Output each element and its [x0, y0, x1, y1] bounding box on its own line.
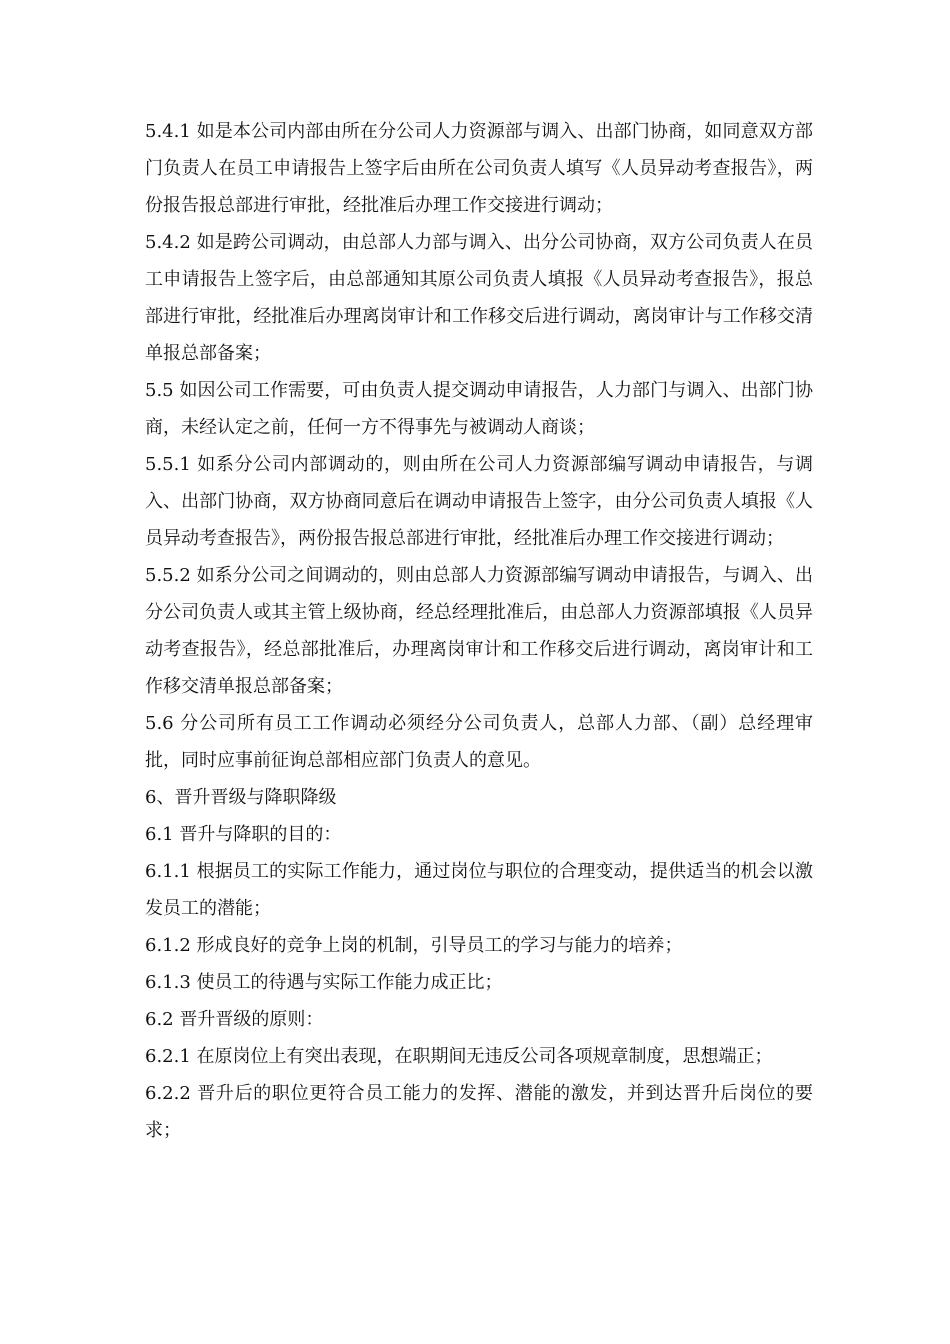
document-body: [145, 113, 813, 1149]
paragraph-5-5-2: 5.5.2 如系分公司之间调动的，则由总部人力资源部编写调动申请报告，与调入、出分公司负责人或其主管上级协商，经总经理批准后，由总部人力资源部填报《人员异动考查报告》，经总部批准后，办理离岗审计和工作移交后进行调动，离岗审计和工作移交清单报总部备案；: [145, 565, 813, 697]
paragraph-6-1-2: 6.1.2 形成良好的竞争上岗的机制，引导员工的学习与能力的培养；: [145, 935, 683, 956]
paragraph-6-2: 6.2 晋升晋级的原则：: [145, 1009, 324, 1030]
paragraph-6-2-2: 6.2.2 晋升后的职位更符合员工能力的发挥、潜能的激发，并到达晋升后岗位的要求；: [145, 1083, 813, 1141]
paragraph-5-6: 5.6 分公司所有员工工作调动必须经分公司负责人，总部人力部、（副）总经理审批，同时应事前征询总部相应部门负责人的意见。: [145, 713, 813, 771]
paragraph-6-1-3: 6.1.3 使员工的待遇与实际工作能力成正比；: [145, 972, 503, 993]
paragraph-5-5: 5.5 如因公司工作需要，可由负责人提交调动申请报告，人力部门与调入、出部门协商，未经认定之前，任何一方不得事先与被调动人商谈；: [145, 380, 813, 438]
paragraph-5-5-1: 5.5.1 如系分公司内部调动的，则由所在公司人力资源部编写调动申请报告，与调入、出部门协商，双方协商同意后在调动申请报告上签字，由分公司负责人填报《人员异动考查报告》，两份报告报总部进行审批，经批准后办理工作交接进行调动；: [145, 454, 813, 549]
paragraph-5-4-1: 5.4.1 如是本公司内部由所在分公司人力资源部与调入、出部门协商，如同意双方部门负责人在员工申请报告上签字后由所在公司负责人填写《人员异动考查报告》，两份报告报总部进行审批，经批准后办理工作交接进行调动；: [145, 121, 813, 216]
paragraph-5-4-2: 5.4.2 如是跨公司调动，由总部人力部与调入、出分公司协商，双方公司负责人在员工申请报告上签字后，由总部通知其原公司负责人填报《人员异动考查报告》，报总部进行审批，经批准后办理离岗审计和工作移交后进行调动，离岗审计与工作移交清单报总部备案；: [145, 232, 813, 364]
paragraph-6-1-1: 6.1.1 根据员工的实际工作能力，通过岗位与职位的合理变动，提供适当的机会以激发员工的潜能；: [145, 861, 813, 919]
section-heading-6: 6、晋升晋级与降职降级: [145, 787, 337, 808]
paragraph-6-1: 6.1 晋升与降职的目的：: [145, 824, 342, 845]
paragraph-6-2-1: 6.2.1 在原岗位上有突出表现，在职期间无违反公司各项规章制度，思想端正；: [145, 1046, 773, 1067]
